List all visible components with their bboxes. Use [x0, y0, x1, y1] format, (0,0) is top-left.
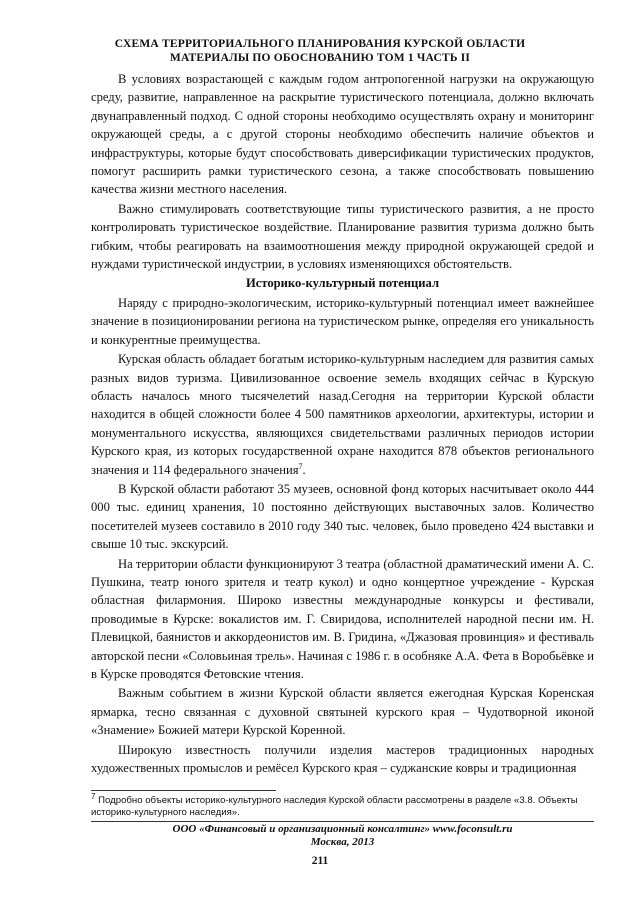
paragraph: В Курской области работают 35 музеев, основной фонд которых насчитывает около 444 000 тыс. единиц хранения, 10 постоянно действующих выставочных залов. Количество посетителей музеев составило в 2010 году 340 тыс. человек, было проведено 424 выставки и свыше 10 тыс. экскурсий. [91, 481, 594, 552]
paragraph: Важным событием в жизни Курской области является ежегодная Курская Коренская ярмарка, тесно связанная с духовной святыней курского края – Чудотворной иконой «Знамение» Божией матери Курской Коренной. [91, 686, 594, 738]
paragraph-end: . [302, 462, 306, 477]
paragraph-text: Курская область обладает богатым историко-культурным наследием для развития самых разных видов туризма. Цивилизованное освоение земель входящих сейчас в Курскую область началось много тысячелетий назад.Сегодня на территории Курской области находится в общей сложности более 4 500 памятников археологии, архитектуры, истории и монументального искусства, являющихся свидетельствами различных периодов истории Курского края, из которых государственной охране находится 878 объектов регионального значения и 114 федерального значения [91, 352, 594, 477]
footer-company: ООО «Финансовый и организационный консалтинг» www.foconsult.ru [172, 823, 513, 835]
page-header [40, 37, 600, 65]
paragraph: Важно стимулировать соответствующие типы туристического развития, а не просто контролировать туристическое воздействие. Планирование развития туризма должно быть гибким, чтобы реагировать на взаимоотношения между природной окружающей средой и нуждами туристической индустрии, в условиях изменяющихся обстоятельств. [91, 201, 594, 272]
page-footer [91, 823, 594, 849]
footnote-text: Подробно объекты историко-культурного наследия Курской области рассмотрены в разделе «3.8. Объекты историко-культурного наследия». [91, 795, 578, 818]
header-title: СХЕМА ТЕРРИТОРИАЛЬНОГО ПЛАНИРОВАНИЯ КУРСКОЙ ОБЛАСТИ [114, 38, 526, 50]
paragraph: В условиях возрастающей с каждым годом антропогенной нагрузки на окружающую среду, развитие, направленное на раскрытие туристического потенциала, должно включать двунаправленный подход. С одной стороны необходимо осуществлять охрану и мониторинг окружающей среды, а с другой стороны необходимо обеспечить наличие объектов и инфраструктуры, которые будут способствовать диверсификации туристических продуктов, помогут расширить рамки туристического сезона, а также способствовать повышению качества жизни местного населения. [91, 72, 594, 197]
footnote-mark: 7 [91, 791, 96, 801]
footnote-reference[interactable]: 7 [298, 461, 303, 471]
paragraph: Широкую известность получили изделия мастеров традиционных народных художественных промыслов и ремёсел Курского края – суджанские ковры и традиционная [91, 742, 594, 776]
page-number: 211 [311, 855, 329, 867]
paragraph: На территории области функционируют 3 театра (областной драматический имени А. С. Пушкина, театр юного зрителя и театр кукол) и одно концертное учреждение - Курская областная филармония. Широко известны международные конкурсы и фестивали, проводимые в Курске: вокалистов им. Г. Свиридова, исполнителей народной песни им. Н. Плевицкой, баянистов и аккордеонистов им. В. Гридина, «Джазовая провинция» и фестиваль авторской песни «Соловьиная трель». Начиная с 1986 г. в особняке А.А. Фета в Воробьёвке и в Курске проводятся Фетовские чтения. [91, 556, 594, 681]
footnote [91, 791, 594, 819]
footnote-divider [91, 790, 276, 791]
section-title: Историко-культурный потенциал [245, 276, 440, 291]
paragraph: Наряду с природно-экологическим, историко-культурный потенциал имеет важнейшее значение в позиционировании региона на туристическом рынке, определяя его уникальность и конкурентные преимущества. [91, 295, 594, 347]
footer-divider [91, 821, 594, 822]
document-body [91, 70, 594, 778]
footer-city-year: Москва, 2013 [310, 836, 375, 848]
header-subtitle: МАТЕРИАЛЫ ПО ОБОСНОВАНИЮ ТОМ 1 ЧАСТЬ II [169, 52, 471, 64]
paragraph [91, 350, 594, 479]
